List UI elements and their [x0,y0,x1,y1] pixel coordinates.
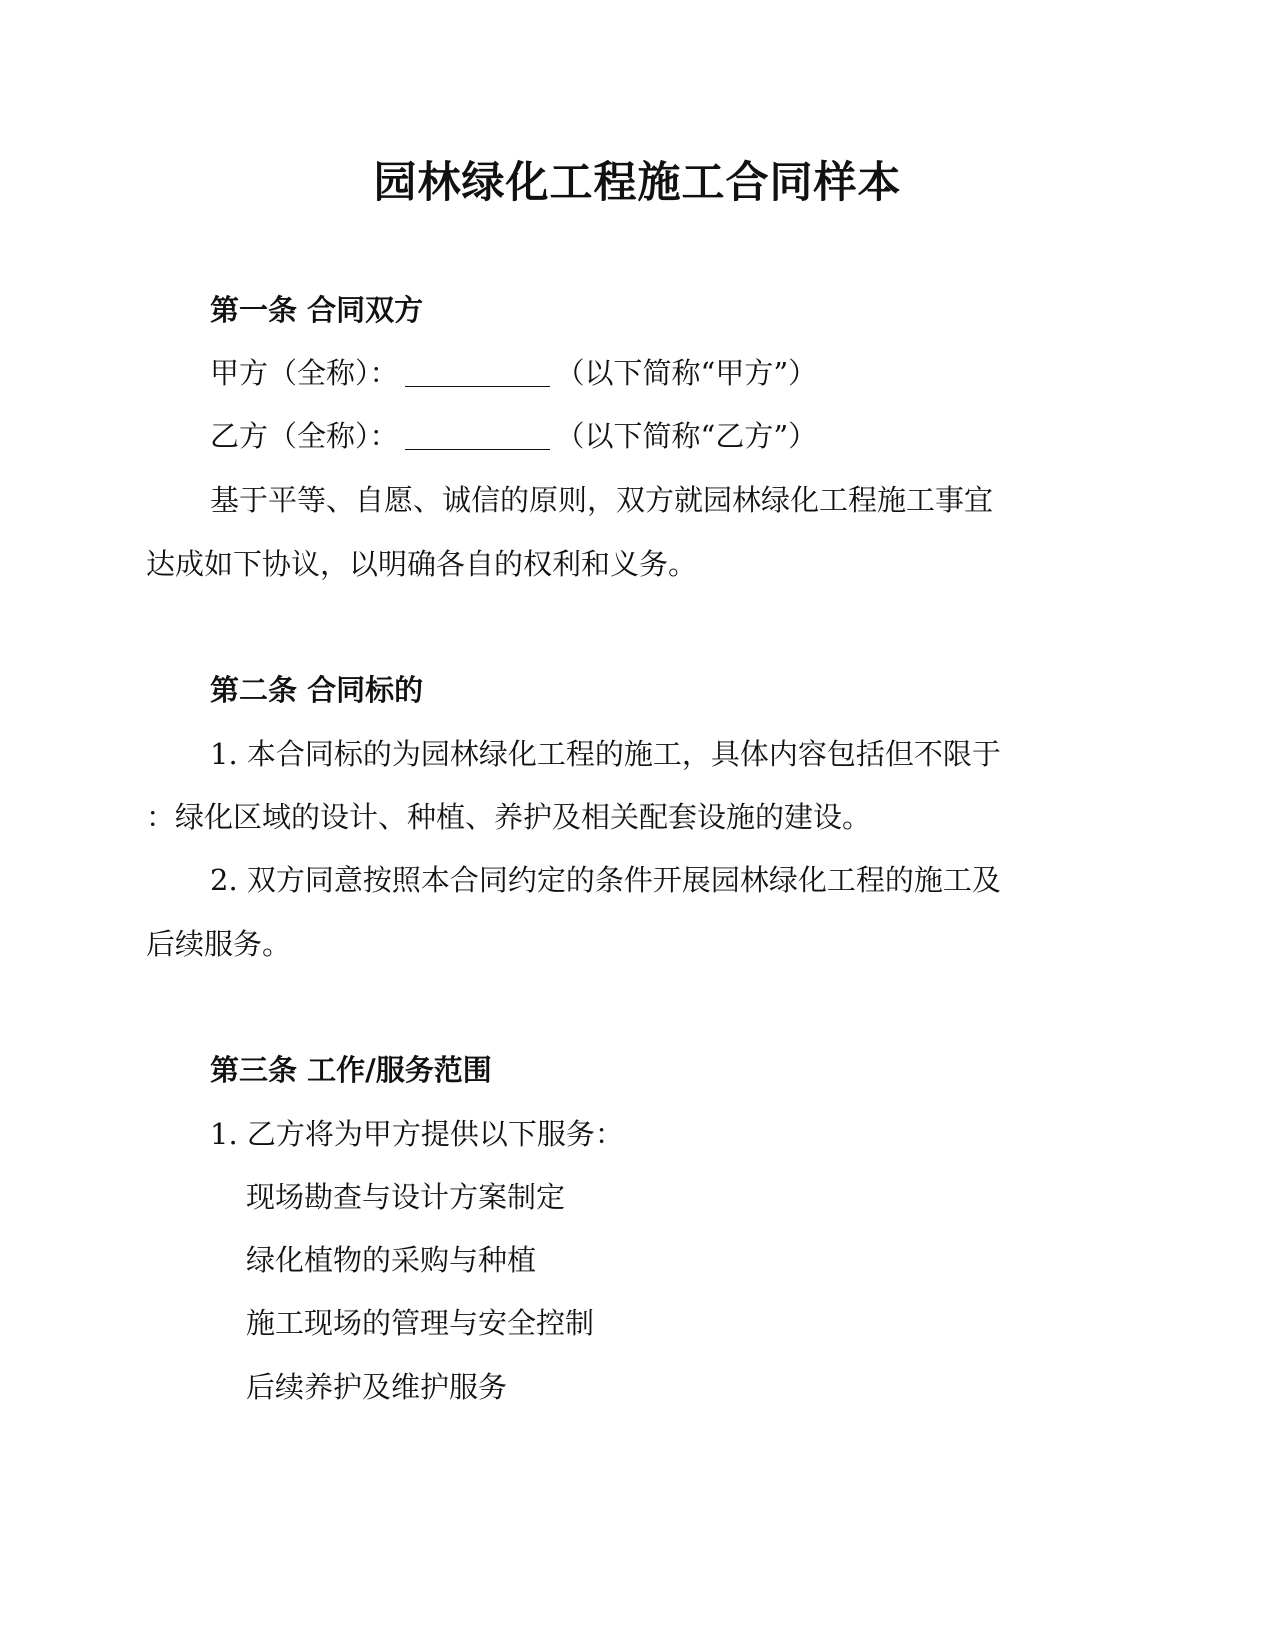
party-b-label: 乙方（全称）： [210,419,399,453]
document-title: 园林绿化工程施工合同样本 [373,158,902,208]
service-list-item: 绿化植物的采购与种植 [246,1243,537,1277]
party-b-name-blank [405,419,550,450]
party-a-label: 甲方（全称）： [210,356,399,390]
section-2-item-1-line-2: ：绿化区域的设计、种植、养护及相关配套设施的建设。 [146,800,872,834]
service-list-item: 现场勘查与设计方案制定 [246,1180,566,1214]
section-2-item-1-line-1: 1. 本合同标的为园林绿化工程的施工，具体内容包括但不限于 [210,737,1001,771]
section-2-heading: 第二条 合同标的 [210,673,424,707]
party-b-suffix: （以下简称“乙方”） [555,419,818,453]
party-b-line [210,416,817,456]
party-a-suffix: （以下简称“甲方”） [555,356,818,390]
section-2-item-2-line-2: 后续服务。 [146,927,292,961]
section-1-paragraph-line-1: 基于平等、自愿、诚信的原则，双方就园林绿化工程施工事宜 [210,483,994,517]
service-list-item: 后续养护及维护服务 [246,1370,508,1404]
section-3-item-1: 1. 乙方将为甲方提供以下服务： [210,1117,624,1151]
service-list-item: 施工现场的管理与安全控制 [246,1306,595,1340]
party-a-name-blank [405,356,550,387]
party-a-line [210,353,817,393]
section-1-heading: 第一条 合同双方 [210,293,424,327]
section-3-heading: 第三条 工作/服务范围 [210,1053,492,1087]
section-1-paragraph-line-2: 达成如下协议，以明确各自的权利和义务。 [146,547,698,581]
section-2-item-2-line-1: 2. 双方同意按照本合同约定的条件开展园林绿化工程的施工及 [210,863,1001,897]
